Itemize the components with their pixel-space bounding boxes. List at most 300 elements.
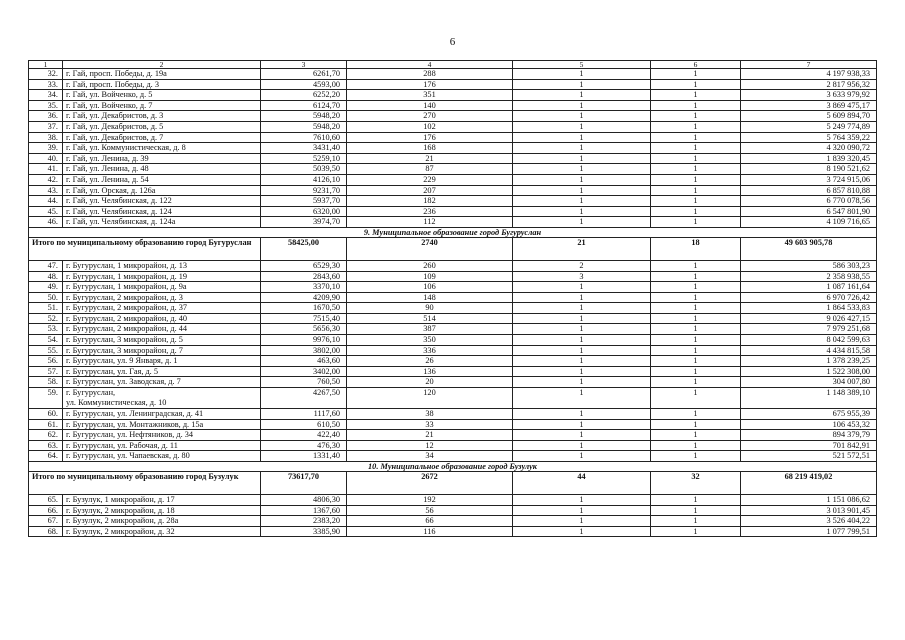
- row-people: 56: [347, 505, 513, 516]
- table-row: [29, 79, 877, 90]
- row-col6: 1: [651, 324, 741, 335]
- row-col6: 1: [651, 100, 741, 111]
- row-people: 136: [347, 366, 513, 377]
- row-address: г. Бугуруслан, ул. Ленинградская, д. 41: [63, 409, 261, 420]
- row-col5: 1: [513, 526, 651, 537]
- row-address: г. Гай, ул. Ленина, д. 39: [63, 153, 261, 164]
- row-col6: 1: [651, 335, 741, 346]
- row-sum: 8 190 521,62: [741, 164, 877, 175]
- row-col6: 1: [651, 409, 741, 420]
- row-area: 5039,50: [261, 164, 347, 175]
- row-address: г. Бузулук, 2 микрорайон, д. 18: [63, 505, 261, 516]
- table-row: [29, 356, 877, 367]
- row-col6: 1: [651, 79, 741, 90]
- row-sum: 4 109 716,65: [741, 217, 877, 228]
- table-row: [29, 335, 877, 346]
- row-col5: 1: [513, 282, 651, 293]
- row-col6: 1: [651, 303, 741, 314]
- row-people: 102: [347, 121, 513, 132]
- table-row: [29, 377, 877, 388]
- column-header: 1: [29, 61, 63, 69]
- table-row: [29, 440, 877, 451]
- row-address: г. Бугуруслан, 3 микрорайон, д. 5: [63, 335, 261, 346]
- row-area: 2843,60: [261, 271, 347, 282]
- row-area: 9976,10: [261, 335, 347, 346]
- table-row: [29, 419, 877, 430]
- row-col6: 1: [651, 260, 741, 271]
- row-col5: 1: [513, 292, 651, 303]
- row-col5: 1: [513, 324, 651, 335]
- row-number: 51.: [29, 303, 63, 314]
- table-row: [29, 451, 877, 462]
- table-row: [29, 111, 877, 122]
- row-col5: 1: [513, 409, 651, 420]
- row-number: 35.: [29, 100, 63, 111]
- row-address: г. Гай, ул. Войченко, д. 5: [63, 90, 261, 101]
- table-row: [29, 196, 877, 207]
- row-address: г. Бузулук, 2 микрорайон, д. 28а: [63, 516, 261, 527]
- row-sum: 4 320 090,72: [741, 143, 877, 154]
- column-header: 4: [347, 61, 513, 69]
- total-col5: 44: [513, 472, 651, 495]
- row-people: 112: [347, 217, 513, 228]
- row-col6: 1: [651, 196, 741, 207]
- row-number: 65.: [29, 495, 63, 506]
- total-col6: 32: [651, 472, 741, 495]
- column-header-row: [29, 61, 877, 69]
- row-address: г. Гай, ул. Челябинская, д. 122: [63, 196, 261, 207]
- column-header: 3: [261, 61, 347, 69]
- row-people: 21: [347, 430, 513, 441]
- row-area: 5948,20: [261, 121, 347, 132]
- table-row: [29, 174, 877, 185]
- row-sum: 7 979 251,68: [741, 324, 877, 335]
- row-area: 463,60: [261, 356, 347, 367]
- table-row: [29, 132, 877, 143]
- row-col6: 1: [651, 313, 741, 324]
- total-area: 58425,00: [261, 237, 347, 260]
- row-col5: 1: [513, 505, 651, 516]
- row-col5: 1: [513, 100, 651, 111]
- row-address: г. Гай, ул. Войченко, д. 7: [63, 100, 261, 111]
- row-number: 56.: [29, 356, 63, 367]
- row-people: 33: [347, 419, 513, 430]
- row-address: г. Гай, ул. Челябинская, д. 124а: [63, 217, 261, 228]
- row-sum: 3 869 475,17: [741, 100, 877, 111]
- row-col5: 3: [513, 271, 651, 282]
- row-col5: 1: [513, 79, 651, 90]
- row-address: г. Бугуруслан, 2 микрорайон, д. 44: [63, 324, 261, 335]
- row-number: 64.: [29, 451, 63, 462]
- row-address: г. Бугуруслан, ул. Монтажников, д. 15а: [63, 419, 261, 430]
- row-number: 55.: [29, 345, 63, 356]
- row-people: 116: [347, 526, 513, 537]
- row-address: г. Бугуруслан, 1 микрорайон, д. 19: [63, 271, 261, 282]
- row-sum: 6 547 801,90: [741, 206, 877, 217]
- row-address: г. Гай, просп. Победы, д. 19а: [63, 69, 261, 80]
- row-sum: 1 864 533,83: [741, 303, 877, 314]
- row-area: 3402,00: [261, 366, 347, 377]
- row-address: г. Бугуруслан, ул. Заводская, д. 7: [63, 377, 261, 388]
- row-people: 192: [347, 495, 513, 506]
- row-col6: 1: [651, 419, 741, 430]
- row-area: 6261,70: [261, 69, 347, 80]
- row-col6: 1: [651, 366, 741, 377]
- row-col6: 1: [651, 388, 741, 409]
- row-area: 1670,50: [261, 303, 347, 314]
- row-area: 6320,00: [261, 206, 347, 217]
- row-col6: 1: [651, 430, 741, 441]
- row-col5: 1: [513, 345, 651, 356]
- column-header: 6: [651, 61, 741, 69]
- row-sum: 2 817 956,32: [741, 79, 877, 90]
- table-row: [29, 324, 877, 335]
- row-col5: 1: [513, 419, 651, 430]
- table-row: [29, 495, 877, 506]
- row-col5: 1: [513, 174, 651, 185]
- row-number: 42.: [29, 174, 63, 185]
- row-col5: 1: [513, 206, 651, 217]
- row-people: 182: [347, 196, 513, 207]
- row-col6: 1: [651, 356, 741, 367]
- row-people: 148: [347, 292, 513, 303]
- row-area: 7515,40: [261, 313, 347, 324]
- row-number: 60.: [29, 409, 63, 420]
- row-address: г. Гай, ул. Коммунистическая, д. 8: [63, 143, 261, 154]
- row-address: г. Бугуруслан, 2 микрорайон, д. 3: [63, 292, 261, 303]
- row-address: г. Бугуруслан, 1 микрорайон, д. 9а: [63, 282, 261, 293]
- row-sum: 4 197 938,33: [741, 69, 877, 80]
- row-col5: 1: [513, 121, 651, 132]
- row-sum: 2 358 938,55: [741, 271, 877, 282]
- table-row: [29, 303, 877, 314]
- row-col6: 1: [651, 377, 741, 388]
- row-number: 32.: [29, 69, 63, 80]
- row-sum: 304 007,80: [741, 377, 877, 388]
- row-number: 67.: [29, 516, 63, 527]
- table-row: [29, 345, 877, 356]
- row-number: 43.: [29, 185, 63, 196]
- row-area: 4209,90: [261, 292, 347, 303]
- row-people: 120: [347, 388, 513, 409]
- table-row: [29, 282, 877, 293]
- row-col5: 1: [513, 313, 651, 324]
- row-number: 50.: [29, 292, 63, 303]
- row-number: 49.: [29, 282, 63, 293]
- row-number: 38.: [29, 132, 63, 143]
- row-sum: 1 087 161,64: [741, 282, 877, 293]
- total-row: [29, 472, 877, 495]
- row-sum: 586 303,23: [741, 260, 877, 271]
- row-number: 40.: [29, 153, 63, 164]
- table-row: [29, 516, 877, 527]
- row-number: 53.: [29, 324, 63, 335]
- row-col6: 1: [651, 185, 741, 196]
- row-sum: 1 148 389,10: [741, 388, 877, 409]
- row-people: 176: [347, 132, 513, 143]
- row-address: [63, 388, 261, 409]
- table-row: [29, 121, 877, 132]
- row-number: 59.: [29, 388, 63, 409]
- row-col5: 1: [513, 90, 651, 101]
- row-col5: 1: [513, 132, 651, 143]
- column-header: 7: [741, 61, 877, 69]
- row-sum: 5 249 774,89: [741, 121, 877, 132]
- total-sum: 68 219 419,02: [741, 472, 877, 495]
- row-people: 207: [347, 185, 513, 196]
- row-area: 3370,10: [261, 282, 347, 293]
- row-col6: 1: [651, 271, 741, 282]
- column-header: 5: [513, 61, 651, 69]
- row-col5: 1: [513, 440, 651, 451]
- row-area: 3974,70: [261, 217, 347, 228]
- row-sum: 701 842,91: [741, 440, 877, 451]
- row-address: г. Бугуруслан, ул. Гая, д. 5: [63, 366, 261, 377]
- row-col6: 1: [651, 526, 741, 537]
- section-buguruslan: [29, 227, 877, 260]
- row-address: г. Бугуруслан, ул. 9 Января, д. 1: [63, 356, 261, 367]
- table-row: [29, 409, 877, 420]
- row-area: 3385,90: [261, 526, 347, 537]
- row-col5: 1: [513, 217, 651, 228]
- row-area: 4593,00: [261, 79, 347, 90]
- table-row: [29, 271, 877, 282]
- row-number: 46.: [29, 217, 63, 228]
- table-body-gai: [29, 61, 877, 228]
- row-area: 5656,30: [261, 324, 347, 335]
- row-people: 21: [347, 153, 513, 164]
- row-col5: 1: [513, 335, 651, 346]
- table-row: [29, 292, 877, 303]
- address-line-2: ул. Коммунистическая, д. 10: [66, 398, 167, 408]
- row-people: 229: [347, 174, 513, 185]
- table-row: [29, 505, 877, 516]
- row-number: 36.: [29, 111, 63, 122]
- row-sum: 675 955,39: [741, 409, 877, 420]
- row-people: 168: [347, 143, 513, 154]
- row-col6: 1: [651, 440, 741, 451]
- row-address: г. Гай, ул. Ленина, д. 54: [63, 174, 261, 185]
- row-col6: 1: [651, 90, 741, 101]
- row-area: 7610,60: [261, 132, 347, 143]
- row-sum: 1 077 799,51: [741, 526, 877, 537]
- row-number: 57.: [29, 366, 63, 377]
- row-area: 3802,00: [261, 345, 347, 356]
- row-sum: 5 609 894,70: [741, 111, 877, 122]
- row-area: 476,30: [261, 440, 347, 451]
- row-area: 6252,20: [261, 90, 347, 101]
- table-row: [29, 90, 877, 101]
- row-people: 26: [347, 356, 513, 367]
- row-address: г. Гай, ул. Челябинская, д. 124: [63, 206, 261, 217]
- table-row: [29, 217, 877, 228]
- total-col5: 21: [513, 237, 651, 260]
- row-col5: 1: [513, 366, 651, 377]
- row-area: 9231,70: [261, 185, 347, 196]
- row-area: 6124,70: [261, 100, 347, 111]
- row-people: 288: [347, 69, 513, 80]
- row-col6: 1: [651, 282, 741, 293]
- row-area: 5948,20: [261, 111, 347, 122]
- row-address: г. Бузулук, 1 микрорайон, д. 17: [63, 495, 261, 506]
- table-row: [29, 100, 877, 111]
- table-row: [29, 430, 877, 441]
- row-address: г. Бугуруслан, ул. Чапаевская, д. 80: [63, 451, 261, 462]
- housing-table: [28, 60, 877, 537]
- row-people: 34: [347, 451, 513, 462]
- row-address: г. Бугуруслан, 3 микрорайон, д. 7: [63, 345, 261, 356]
- table-body-buzuluk: [29, 495, 877, 537]
- row-people: 87: [347, 164, 513, 175]
- row-number: 39.: [29, 143, 63, 154]
- row-sum: 5 764 359,22: [741, 132, 877, 143]
- row-sum: 8 042 599,63: [741, 335, 877, 346]
- row-col5: 1: [513, 303, 651, 314]
- row-number: 61.: [29, 419, 63, 430]
- page-number: 6: [449, 36, 456, 48]
- table-body-buguruslan-tall: [29, 388, 877, 409]
- total-sum: 49 603 905,78: [741, 237, 877, 260]
- table-row: [29, 388, 877, 409]
- row-people: 140: [347, 100, 513, 111]
- row-col6: 1: [651, 292, 741, 303]
- table-row: [29, 526, 877, 537]
- row-number: 37.: [29, 121, 63, 132]
- row-sum: 3 526 404,22: [741, 516, 877, 527]
- total-people: 2740: [347, 237, 513, 260]
- address-line-1: г. Бугуруслан,: [66, 388, 116, 398]
- row-number: 45.: [29, 206, 63, 217]
- row-people: 236: [347, 206, 513, 217]
- row-area: 1331,40: [261, 451, 347, 462]
- row-people: 514: [347, 313, 513, 324]
- table-row: [29, 366, 877, 377]
- row-col5: 1: [513, 185, 651, 196]
- row-people: 350: [347, 335, 513, 346]
- row-number: 44.: [29, 196, 63, 207]
- section-heading-row: [29, 227, 877, 237]
- row-sum: 1 378 239,25: [741, 356, 877, 367]
- row-col6: 1: [651, 451, 741, 462]
- row-address: г. Гай, ул. Декабристов, д. 7: [63, 132, 261, 143]
- row-col5: 1: [513, 69, 651, 80]
- row-address: г. Гай, ул. Декабристов, д. 3: [63, 111, 261, 122]
- section-buzuluk: [29, 462, 877, 495]
- row-address: г. Гай, просп. Победы, д. 3: [63, 79, 261, 90]
- row-area: 1117,60: [261, 409, 347, 420]
- row-number: 52.: [29, 313, 63, 324]
- row-col6: 1: [651, 495, 741, 506]
- table-row: [29, 153, 877, 164]
- section-heading: 10. Муниципальное образование город Бузулук: [29, 462, 877, 472]
- row-number: 34.: [29, 90, 63, 101]
- row-area: 5259,10: [261, 153, 347, 164]
- row-col5: 1: [513, 430, 651, 441]
- row-address: г. Гай, ул. Ленина, д. 48: [63, 164, 261, 175]
- row-col6: 1: [651, 121, 741, 132]
- row-col6: 1: [651, 143, 741, 154]
- section-heading: 9. Муниципальное образование город Бугуруслан: [29, 227, 877, 237]
- row-area: 610,50: [261, 419, 347, 430]
- row-address: г. Бугуруслан, 1 микрорайон, д. 13: [63, 260, 261, 271]
- row-people: 387: [347, 324, 513, 335]
- row-sum: 3 013 901,45: [741, 505, 877, 516]
- table-row: [29, 143, 877, 154]
- row-people: 38: [347, 409, 513, 420]
- row-sum: 9 026 427,15: [741, 313, 877, 324]
- row-number: 47.: [29, 260, 63, 271]
- section-heading-row: [29, 462, 877, 472]
- row-sum: 6 970 726,42: [741, 292, 877, 303]
- total-row: [29, 237, 877, 260]
- row-sum: 1 522 308,00: [741, 366, 877, 377]
- row-col6: 1: [651, 345, 741, 356]
- row-area: 3431,40: [261, 143, 347, 154]
- row-address: г. Гай, ул. Декабристов, д. 5: [63, 121, 261, 132]
- table-row: [29, 69, 877, 80]
- row-people: 336: [347, 345, 513, 356]
- row-people: 66: [347, 516, 513, 527]
- row-col5: 1: [513, 388, 651, 409]
- row-col6: 1: [651, 217, 741, 228]
- row-col5: 1: [513, 495, 651, 506]
- row-col6: 1: [651, 174, 741, 185]
- total-people: 2672: [347, 472, 513, 495]
- row-people: 109: [347, 271, 513, 282]
- row-address: г. Бузулук, 2 микрорайон, д. 32: [63, 526, 261, 537]
- row-col6: 1: [651, 516, 741, 527]
- row-col5: 1: [513, 196, 651, 207]
- row-number: 48.: [29, 271, 63, 282]
- row-number: 62.: [29, 430, 63, 441]
- row-number: 33.: [29, 79, 63, 90]
- table-row: [29, 206, 877, 217]
- row-col6: 1: [651, 505, 741, 516]
- row-col5: 1: [513, 153, 651, 164]
- table-row: [29, 260, 877, 271]
- row-col6: 1: [651, 111, 741, 122]
- row-address: г. Гай, ул. Орская, д. 126а: [63, 185, 261, 196]
- total-area: 73617,70: [261, 472, 347, 495]
- row-col5: 1: [513, 377, 651, 388]
- row-address: г. Бугуруслан, 2 микрорайон, д. 40: [63, 313, 261, 324]
- row-col6: 1: [651, 132, 741, 143]
- row-col5: 2: [513, 260, 651, 271]
- row-people: 176: [347, 79, 513, 90]
- row-col5: 1: [513, 111, 651, 122]
- row-area: 760,50: [261, 377, 347, 388]
- row-col6: 1: [651, 164, 741, 175]
- row-sum: 4 434 815,58: [741, 345, 877, 356]
- table-row: [29, 164, 877, 175]
- row-col6: 1: [651, 153, 741, 164]
- table-body-buguruslan-2: [29, 409, 877, 462]
- total-label: Итого по муниципальному образованию город Бузулук: [29, 472, 261, 495]
- row-area: 2383,20: [261, 516, 347, 527]
- row-address: г. Бугуруслан, ул. Нефтяников, д. 34: [63, 430, 261, 441]
- row-number: 54.: [29, 335, 63, 346]
- row-sum: 106 453,32: [741, 419, 877, 430]
- row-col6: 1: [651, 206, 741, 217]
- total-col6: 18: [651, 237, 741, 260]
- row-area: 5937,70: [261, 196, 347, 207]
- row-area: 4267,50: [261, 388, 347, 409]
- row-people: 106: [347, 282, 513, 293]
- row-people: 260: [347, 260, 513, 271]
- row-sum: 521 572,51: [741, 451, 877, 462]
- row-sum: 894 379,79: [741, 430, 877, 441]
- row-area: 4126,10: [261, 174, 347, 185]
